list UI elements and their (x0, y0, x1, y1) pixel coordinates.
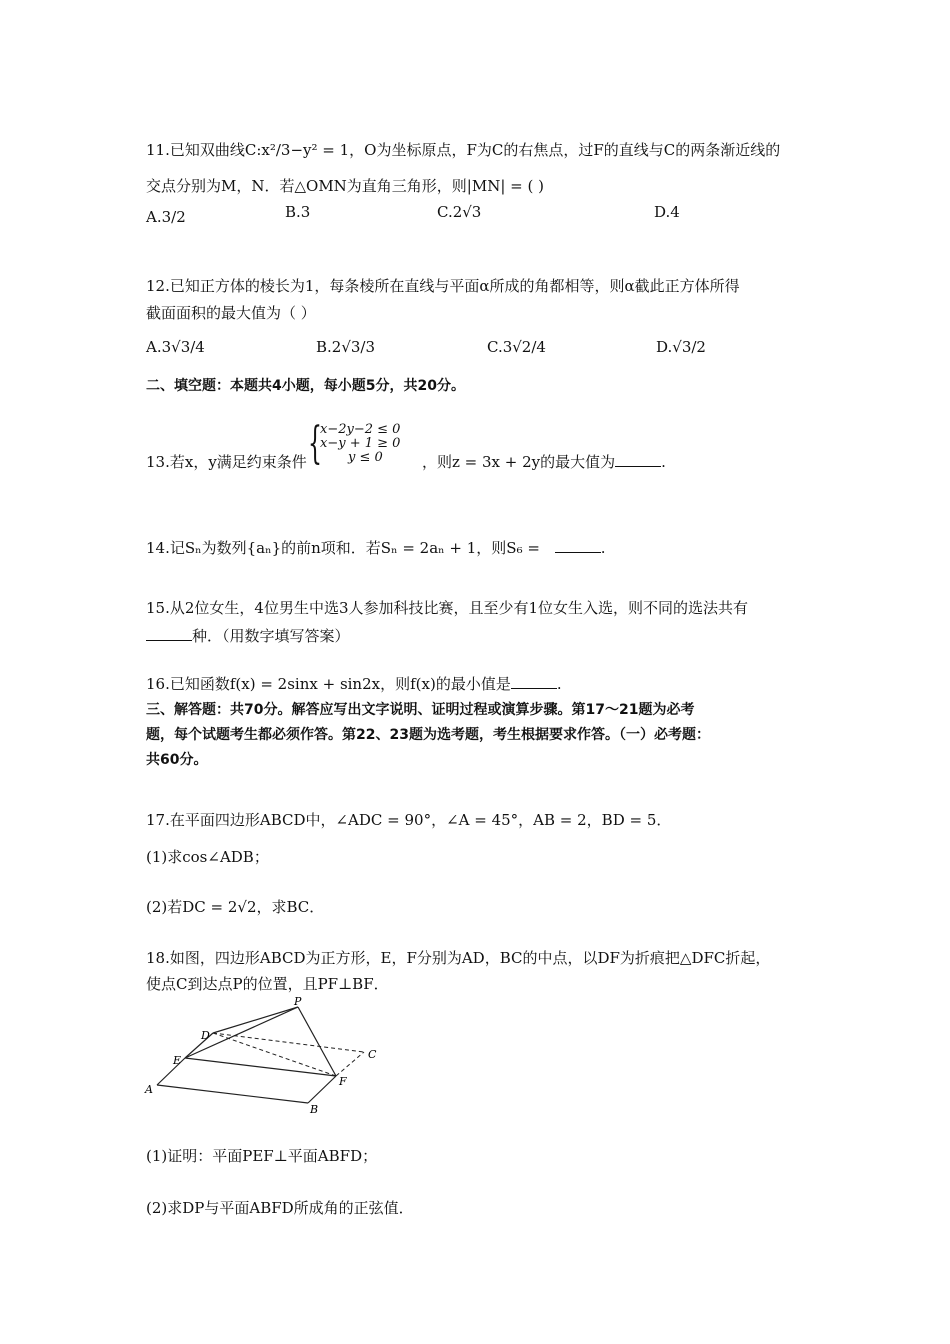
q13-constraint-system (320, 423, 400, 465)
q13-answer-blank (615, 452, 661, 467)
q17-text: 17.在平面四边形ABCD中，∠ADC = 90°，∠A = 45°，AB = 2，BD = 5． (146, 811, 672, 829)
q18-figure (140, 995, 390, 1115)
q11-option-a: A.3/2 (146, 208, 186, 226)
q15-answer-blank (146, 626, 192, 641)
q11-line1: 11.已知双曲线C:x²/3−y² = 1，O为坐标原点，F为C的右焦点，过F的直线与C的两条渐近线的 (146, 141, 781, 159)
label-a: A (145, 1083, 153, 1096)
q13-constraint-2: x−y + 1 ≥ 0 (320, 436, 401, 451)
edge-ef (185, 1058, 336, 1076)
q16-text: 16.已知函数f(x) = 2sinx + sin2x，则f(x)的最小值是 (146, 675, 511, 693)
q11-option-d: D.4 (654, 203, 680, 221)
q13-constraint-3: y ≤ 0 (348, 450, 383, 465)
q13-text: 13.若x，y满足约束条件 (146, 453, 307, 471)
section3-line1: 三、解答题：共70分。解答应写出文字说明、证明过程或演算步骤。第17～21题为必考 (146, 702, 695, 718)
section3-line3: 共60分。 (146, 752, 208, 768)
q16-answer-blank (511, 674, 557, 689)
q15-line2-text: 种．（用数字填写答案） (192, 627, 350, 645)
q18-line1: 18.如图，四边形ABCD为正方形，E，F分别为AD，BC的中点，以DF为折痕把△DFC折起， (146, 949, 771, 967)
edge-fc (336, 1052, 364, 1076)
q12-line1: 12.已知正方体的棱长为1，每条棱所在直线与平面α所成的角都相等，则α截此正方体所得 (146, 277, 740, 295)
label-f: F (339, 1075, 347, 1088)
section3-line2: 题，每个试题考生都必须作答。第22、23题为选考题，考生根据要求作答。（一）必考题： (146, 727, 710, 743)
q14-text: 14.记Sₙ为数列{aₙ}的前n项和．若Sₙ = 2aₙ + 1，则S₆ = (146, 539, 540, 557)
q13-brace: { (308, 418, 322, 469)
q14-line (146, 538, 605, 558)
q13-constraint-1: x−2y−2 ≤ 0 (320, 422, 401, 437)
q17-part2: (2)若DC = 2√2，求BC． (146, 898, 325, 916)
q14-answer-blank (555, 538, 601, 553)
q18-part1: (1)证明：平面PEF⊥平面ABFD； (146, 1147, 378, 1165)
q14-end: . (600, 539, 606, 557)
edge-pd (213, 1007, 298, 1033)
q15-line2 (146, 626, 350, 646)
q12-option-d: D.√3/2 (656, 338, 706, 356)
q16-end: . (556, 675, 562, 693)
label-c: C (368, 1048, 377, 1061)
q11-option-b: B.3 (285, 203, 311, 221)
q18-line2: 使点C到达点P的位置，且PF⊥BF． (146, 975, 389, 993)
q17-part1: (1)求cos∠ADB； (146, 848, 269, 866)
edge-ab (157, 1085, 308, 1103)
q13-tail-text: ，则z = 3x + 2y的最大值为 (422, 453, 616, 471)
q11-option-c: C.2√3 (437, 203, 482, 221)
q12-option-b: B.2√3/3 (316, 338, 376, 356)
q15-line1: 15.从2位女生，4位男生中选3人参加科技比赛，且至少有1位女生入选，则不同的选法共有 (146, 599, 749, 617)
q16-line (146, 674, 562, 694)
label-p: P (294, 995, 302, 1008)
q11-line2: 交点分别为M，N．若△OMN为直角三角形，则|MN| = ( ) (146, 177, 544, 195)
label-e: E (173, 1054, 182, 1067)
edge-bf (308, 1076, 336, 1103)
q12-line2: 截面面积的最大值为（ ） (146, 304, 316, 322)
section2-heading: 二、填空题：本题共4小题，每小题5分，共20分。 (146, 378, 465, 394)
edge-dc (213, 1033, 364, 1052)
edge-pf (298, 1007, 336, 1076)
q12-option-a: A.3√3/4 (146, 338, 205, 356)
label-d: D (201, 1029, 210, 1042)
label-b: B (310, 1103, 319, 1115)
q13-end: . (661, 453, 666, 471)
q12-option-c: C.3√2/4 (487, 338, 546, 356)
edge-df (213, 1033, 336, 1076)
q18-part2: (2)求DP与平面ABFD所成角的正弦值． (146, 1199, 414, 1217)
q13-tail (422, 452, 666, 472)
